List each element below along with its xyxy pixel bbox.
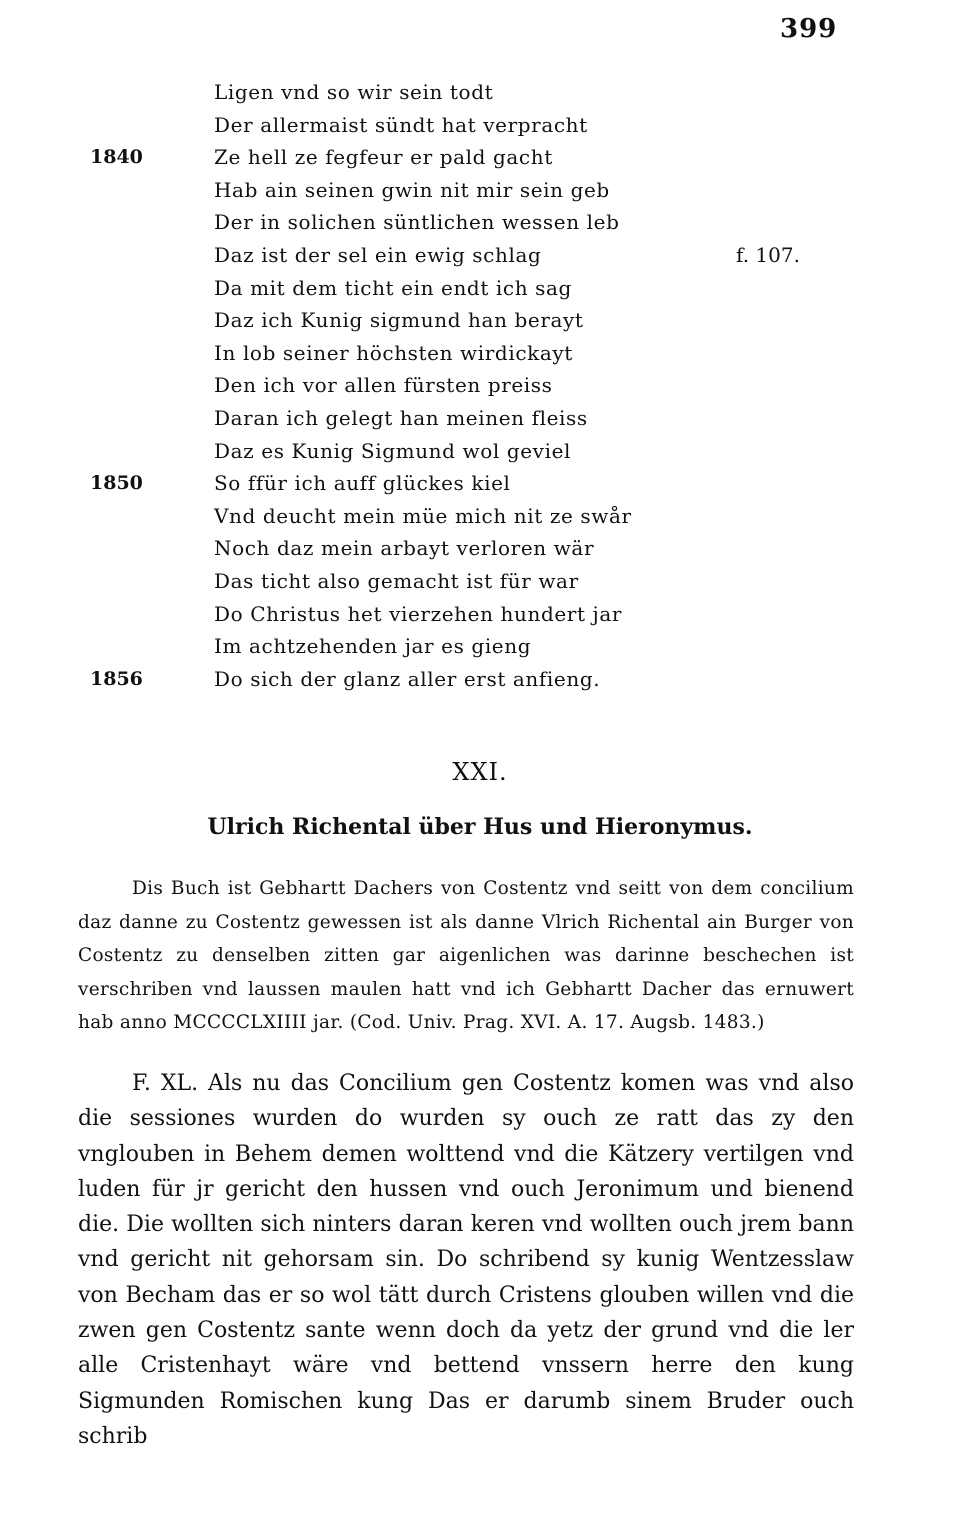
verse-line [0,500,960,533]
verse-text: Im achtzehenden jar es gieng [214,634,532,659]
verse-text: In lob seiner höchsten wirdickayt [214,340,573,365]
verse-text: Vnd deucht mein müe mich nit ze swår [214,503,632,528]
verse-line [0,435,960,468]
intro-text: Dis Buch ist Gebhartt Dachers von Costentz vnd seitt von dem concilium daz danne zu Costentz gewessen ist als danne Vlrich Richental ain Burger von Costentz zu denselben zitten gar aigenlichen was darinne beschechen ist verschriben vnd laussen maulen hatt vnd ich Gebhartt Dacher das ernuwert hab anno MCCCCLXIIII jar. (Cod. Univ. Prag. XVI. A. 17. Augsb. 1483.) [78,878,854,1033]
verse-line [0,239,960,272]
verse-text: Daz es Kunig Sigmund wol geviel [214,438,571,463]
verse-text: Noch daz mein arbayt verloren wär [214,536,595,561]
verse-line [0,402,960,435]
verse-line [0,109,960,142]
verse-text: Hab ain seinen gwin nit mir sein geb [214,177,610,202]
verse-text: Da mit dem ticht ein endt ich sag [214,275,572,300]
section-numeral: XXI. [452,758,508,786]
verse-text: Der allermaist sündt hat verpracht [214,112,588,137]
verse-text: Do sich der glanz aller erst anfieng. [214,666,601,691]
line-number: 1856 [90,667,143,690]
verse-block [0,76,960,695]
verse-text: Daran ich gelegt han meinen fleiss [214,405,588,430]
verse-text: So ffür ich auff glückes kiel [214,471,511,496]
line-number: 1850 [90,472,143,495]
verse-line [0,174,960,207]
verse-text: Daz ist der sel ein ewig schlag [214,242,542,267]
verse-line [0,272,960,305]
verse-line [0,76,960,109]
verse-text: Der in solichen süntlichen wessen leb [214,210,620,235]
verse-line [0,467,960,500]
intro-paragraph [78,872,854,1040]
verse-text: Daz ich Kunig sigmund han berayt [214,308,584,333]
verse-line [0,206,960,239]
verse-text: Ligen vnd so wir sein todt [214,80,494,104]
verse-line [0,532,960,565]
verse-line [0,663,960,696]
verse-line [0,630,960,663]
body-paragraph [78,1066,854,1454]
section-title: Ulrich Richental über Hus und Hieronymus. [207,814,753,840]
verse-line [0,337,960,370]
folio-reference: f. 107. [736,242,800,267]
line-number: 1840 [90,146,143,169]
verse-line [0,141,960,174]
verse-line [0,598,960,631]
verse-line [0,565,960,598]
body-text: F. XL. Als nu das Concilium gen Costentz komen was vnd also die sessiones wurden do wurden sy ouch ze ratt das zy den vnglouben in Behem demen wolttend vnd die Kätzery vertilgen vnd luden für jr gericht den hussen vnd ouch Jeronimum und bienend die. Die wollten sich ninters daran keren vnd wollten ouch jrem bann vnd gericht nit gehorsam sin. Do schribend sy kunig Wentzesslaw von Becham das er so wol tätt durch Cristens glouben willen vnd die zwen gen Costentz sante wenn doch da yetz der grund vnd die ler alle Cristenhayt wäre vnd bettend vnssern herre den kung Sigmunden Romischen kung Das er darumb sinem Bruder ouch schrib [78,1071,854,1449]
verse-text: Den ich vor allen fürsten preiss [214,373,553,398]
verse-line [0,369,960,402]
verse-text: Do Christus het vierzehen hundert jar [214,601,623,626]
verse-text: Ze hell ze fegfeur er pald gacht [214,145,553,170]
page-number: 399 [780,14,838,44]
verse-line [0,304,960,337]
verse-text: Das ticht also gemacht ist für war [214,568,579,593]
